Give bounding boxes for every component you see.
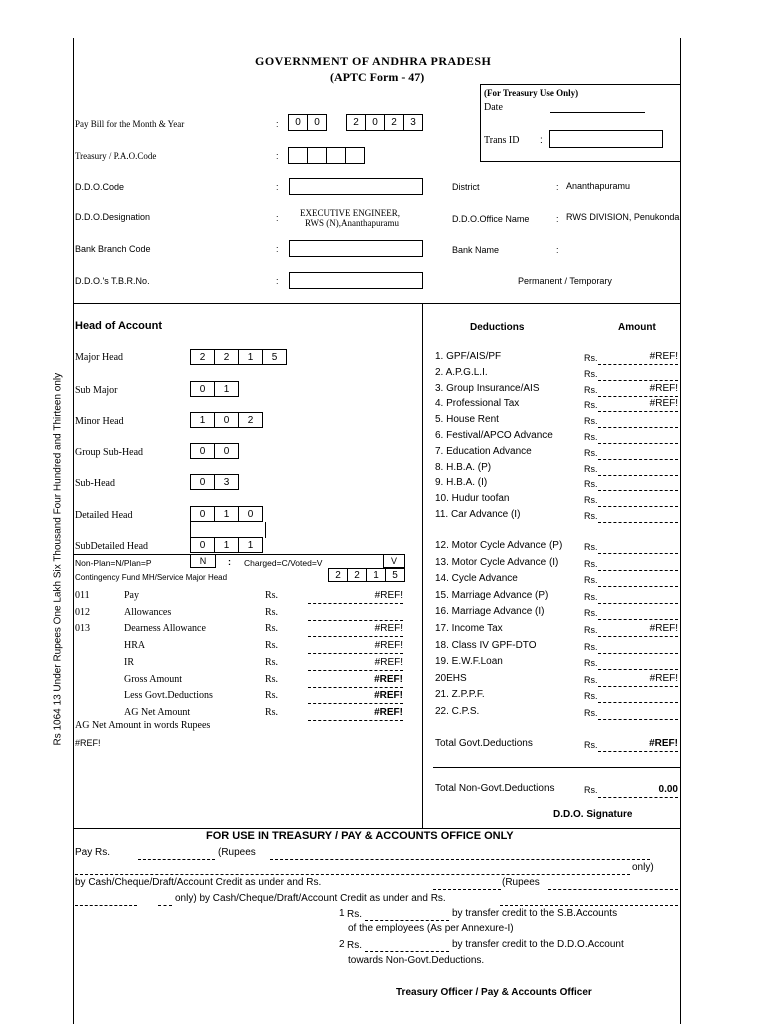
month-digits-digit[interactable]: 0 — [288, 114, 308, 131]
subdetailed-head-digit[interactable]: 0 — [190, 537, 215, 553]
pay-item-line[interactable] — [308, 620, 403, 621]
month-digits-digit[interactable]: 0 — [307, 114, 327, 131]
deduction-label: 22. C.P.S. — [435, 706, 480, 717]
treasury-office-title: FOR USE IN TREASURY / PAY & ACCOUNTS OFFICE ONLY — [206, 830, 514, 842]
deduction-rs: Rs. — [584, 368, 598, 379]
charged-label: Charged=C/Voted=V — [244, 558, 323, 568]
deduction-label: 13. Motor Cycle Advance (I) — [435, 556, 559, 568]
rupees-words-line-2 — [75, 874, 630, 875]
major-head-digit[interactable]: 2 — [190, 349, 215, 365]
treasury-digits-digit[interactable] — [326, 147, 346, 164]
group-sub-head-label: Group Sub-Head — [75, 447, 144, 458]
ddo-designation-label: D.D.O.Designation — [75, 212, 151, 222]
item1-text: by transfer credit to the S.B.Accounts — [452, 908, 618, 919]
treasury-digits-digit[interactable] — [307, 147, 327, 164]
deduction-line[interactable] — [598, 653, 678, 654]
ddo-code-colon: : — [276, 182, 279, 192]
item2-num: 2 — [339, 939, 345, 950]
total-non-govt-label: Total Non-Govt.Deductions — [435, 783, 555, 794]
deduction-rs: Rs. — [584, 353, 598, 363]
bank-name-colon: : — [556, 245, 559, 255]
rupees-open-2: (Rupees — [502, 877, 540, 888]
sub-head-digits[interactable] — [190, 474, 239, 490]
total-divider — [433, 767, 680, 768]
treasury-code-colon: : — [276, 151, 279, 161]
total-non-govt-value: 0.00 — [658, 784, 678, 795]
pay-item-label: HRA — [124, 640, 146, 652]
treasury-officer-signature: Treasury Officer / Pay & Accounts Officer — [396, 987, 592, 998]
detailed-head-digit[interactable]: 1 — [214, 506, 239, 522]
total-non-govt-line — [598, 797, 678, 798]
contingency-digit[interactable]: 2 — [328, 568, 348, 582]
deduction-label: 12. Motor Cycle Advance (P) — [435, 540, 563, 551]
pay-item-code: 011 — [75, 590, 90, 601]
rupees-words-field-2[interactable] — [548, 889, 678, 890]
date-label: Date — [484, 102, 503, 113]
deduction-label: 2. A.P.G.L.I. — [435, 366, 488, 378]
pay-item-rs: Rs. — [265, 706, 279, 718]
pay-item-code: 013 — [75, 623, 90, 635]
treasury-digits-digit[interactable] — [345, 147, 365, 164]
deduction-label: 3. Group Insurance/AIS — [435, 382, 540, 394]
sub-head-digit[interactable]: 0 — [190, 474, 215, 490]
deduction-rs: Rs. — [584, 479, 598, 490]
by-cash-amount-field[interactable] — [433, 889, 501, 890]
deduction-label: 1. GPF/AIS/PF — [435, 351, 502, 362]
detailed-head-digits[interactable] — [190, 506, 263, 522]
divider-header — [73, 303, 681, 304]
contingency-digit[interactable]: 5 — [385, 568, 405, 582]
district-label: District — [452, 182, 480, 192]
total-govt-value: #REF! — [649, 738, 678, 749]
item2-text2: towards Non-Govt.Deductions. — [348, 955, 485, 966]
year-digits-digit[interactable]: 2 — [346, 114, 366, 131]
rupees-words-line-3a — [75, 905, 137, 906]
divider-treasury — [73, 828, 681, 829]
subdetailed-head-digit[interactable]: 1 — [214, 537, 239, 553]
divider-plan — [73, 554, 405, 555]
page-title: GOVERNMENT OF ANDHRA PRADESH — [255, 54, 492, 68]
deduction-rs: Rs. — [584, 432, 598, 442]
bank-branch-colon: : — [276, 244, 279, 254]
deduction-line[interactable] — [598, 380, 678, 381]
year-digits[interactable] — [346, 114, 423, 131]
deduction-label: 17. Income Tax — [435, 623, 503, 634]
pay-item-value: #REF! — [374, 690, 403, 702]
deduction-value: #REF! — [649, 672, 678, 684]
pay-item-line[interactable] — [308, 687, 403, 688]
contingency-digit[interactable]: 2 — [347, 568, 367, 582]
deduction-value: #REF! — [649, 351, 678, 362]
office-name-label: D.D.O.Office Name — [452, 214, 530, 224]
item1-rs: Rs. — [347, 909, 362, 920]
deduction-label: 20EHS — [435, 672, 467, 684]
deduction-line[interactable] — [598, 586, 678, 587]
deduction-line[interactable] — [598, 719, 678, 720]
pay-item-value: #REF! — [374, 656, 403, 668]
ddo-code-field[interactable] — [289, 178, 423, 195]
deduction-line[interactable] — [598, 702, 678, 703]
pay-item-code: 012 — [75, 606, 90, 618]
year-digits-digit[interactable]: 0 — [365, 114, 385, 131]
deduction-rs: Rs. — [584, 641, 598, 652]
deduction-line[interactable] — [598, 603, 678, 604]
pay-item-value: #REF! — [374, 673, 403, 685]
deduction-label: 11. Car Advance (I) — [435, 509, 521, 520]
district-colon: : — [556, 182, 559, 192]
major-head-digit[interactable]: 1 — [238, 349, 263, 365]
deduction-rs: Rs. — [584, 658, 598, 669]
pay-bill-colon: : — [276, 119, 279, 129]
deduction-label: 5. House Rent — [435, 414, 499, 426]
deduction-rs: Rs. — [584, 384, 598, 395]
deduction-label: 6. Festival/APCO Advance — [435, 430, 553, 441]
frame-left-border — [73, 38, 74, 1024]
by-cash-1: by Cash/Cheque/Draft/Account Credit as under and Rs. — [75, 877, 322, 888]
subdetailed-head-label: SubDetailed Head — [75, 541, 149, 552]
treasury-code-digits[interactable] — [288, 147, 365, 164]
trans-id-field[interactable] — [549, 130, 663, 148]
item1-num: 1 — [339, 908, 345, 919]
major-head-digit[interactable]: 2 — [214, 349, 239, 365]
deduction-rs: Rs. — [584, 691, 598, 702]
deduction-rs: Rs. — [584, 511, 598, 521]
deduction-rs: Rs. — [584, 542, 598, 552]
deduction-rs: Rs. — [584, 416, 598, 427]
trans-id-label: Trans ID — [484, 135, 520, 146]
item2-amount-field[interactable] — [365, 951, 449, 952]
item2-text: by transfer credit to the D.D.O.Account — [452, 939, 624, 950]
deductions-title: Deductions — [470, 322, 525, 333]
deduction-rs: Rs. — [584, 591, 598, 602]
detailed-head-digit[interactable]: 0 — [238, 506, 263, 522]
plan-colon: : — [228, 557, 231, 567]
pay-bill-label: Pay Bill for the Month & Year — [75, 119, 185, 129]
deduction-line[interactable] — [598, 396, 678, 397]
year-digits-digit[interactable]: 2 — [384, 114, 404, 131]
deduction-line[interactable] — [598, 570, 678, 571]
contingency-digit[interactable]: 1 — [366, 568, 386, 582]
item1-amount-field[interactable] — [365, 920, 449, 921]
deduction-line[interactable] — [598, 506, 678, 507]
ddo-designation-value-1: EXECUTIVE ENGINEER, — [300, 208, 400, 218]
deduction-label: 14. Cycle Advance — [435, 573, 518, 585]
pay-rs-label: Pay Rs. — [75, 847, 111, 858]
bank-name-label: Bank Name — [452, 245, 500, 255]
total-non-govt-rs: Rs. — [584, 785, 598, 795]
plan-label: Non-Plan=N/Plan=P — [75, 558, 152, 568]
pay-item-value: #REF! — [374, 590, 403, 601]
tbr-label: D.D.O.'s T.B.R.No. — [75, 276, 150, 286]
pay-item-value: #REF! — [374, 706, 403, 718]
item1-text2: of the employees (As per Annexure-I) — [348, 923, 514, 934]
deduction-label: 21. Z.P.P.F. — [435, 689, 485, 701]
sub-head-digit[interactable]: 3 — [214, 474, 239, 490]
pay-item-line[interactable] — [308, 720, 403, 721]
pay-item-line[interactable] — [308, 603, 403, 604]
detailed-head-label: Detailed Head — [75, 510, 133, 521]
total-govt-label: Total Govt.Deductions — [435, 738, 533, 749]
by-cash-2: only) by Cash/Cheque/Draft/Account Credit as under and Rs. — [175, 893, 446, 904]
major-head-digit[interactable]: 5 — [262, 349, 287, 365]
district-value: Ananthapuramu — [566, 181, 631, 191]
total-govt-line — [598, 751, 678, 752]
head-of-account-title: Head of Account — [75, 320, 162, 332]
net-words-label: AG Net Amount in words Rupees — [75, 720, 211, 731]
deduction-rs: Rs. — [584, 463, 598, 474]
deduction-label: 16. Marriage Advance (I) — [435, 606, 545, 618]
deduction-line[interactable] — [598, 686, 678, 687]
office-name-value: RWS DIVISION, Penukonda — [566, 212, 680, 222]
deduction-line[interactable] — [598, 443, 678, 444]
deduction-rs: Rs. — [584, 558, 598, 569]
side-amount-text: Rs 1064 13 Under Rupees One Lakh Six Thousand Four Hundred and Thirteen only — [52, 372, 64, 746]
charged-value[interactable]: V — [383, 554, 405, 568]
pay-item-rs: Rs. — [265, 673, 279, 685]
treasury-code-label: Treasury / P.A.O.Code — [75, 151, 157, 161]
subdetailed-head-digit[interactable]: 1 — [238, 537, 263, 553]
pay-item-rs: Rs. — [265, 690, 279, 702]
bank-branch-field[interactable] — [289, 240, 423, 257]
deduction-label: 7. Education Advance — [435, 445, 532, 457]
pay-item-label: Dearness Allowance — [124, 623, 206, 635]
deduction-line[interactable] — [598, 669, 678, 670]
minor-head-digit[interactable]: 0 — [214, 412, 239, 428]
deduction-line[interactable] — [598, 411, 678, 412]
major-head-label: Major Head — [75, 352, 124, 363]
rupees-words-field-1[interactable] — [270, 859, 650, 860]
rupees-words-line-3b — [158, 905, 172, 906]
frame-right-border — [680, 38, 681, 1024]
pay-item-line[interactable] — [308, 703, 403, 704]
pay-item-label: Pay — [124, 590, 139, 601]
pay-item-value: #REF! — [374, 623, 403, 635]
minor-head-digit[interactable]: 1 — [190, 412, 215, 428]
ddo-signature: D.D.O. Signature — [553, 809, 633, 820]
pay-item-rs: Rs. — [265, 656, 279, 668]
deduction-label: 4. Professional Tax — [435, 398, 520, 410]
divider-vertical — [422, 303, 423, 828]
plan-value[interactable]: N — [190, 554, 216, 568]
treasury-digits-digit[interactable] — [288, 147, 308, 164]
deduction-rs: Rs. — [584, 400, 598, 411]
ddo-designation-value-2: RWS (N),Ananthapuramu — [305, 218, 399, 228]
ddo-code-label: D.D.O.Code — [75, 182, 125, 192]
pay-item-label: Allowances — [124, 606, 172, 618]
pay-item-line[interactable] — [308, 670, 403, 671]
bank-branch-label: Bank Branch Code — [75, 244, 151, 254]
only-close-1: only) — [632, 862, 654, 873]
permanent-temporary: Permanent / Temporary — [518, 276, 612, 286]
major-head-digits[interactable] — [190, 349, 287, 365]
deduction-value: #REF! — [649, 623, 678, 634]
deduction-line[interactable] — [598, 364, 678, 365]
pay-item-rs: Rs. — [265, 606, 279, 618]
minor-head-digits[interactable] — [190, 412, 263, 428]
amount-title: Amount — [618, 322, 656, 333]
deduction-label: 8. H.B.A. (P) — [435, 461, 492, 473]
deduction-rs: Rs. — [584, 447, 598, 458]
tbr-field[interactable] — [289, 272, 423, 289]
tbr-colon: : — [276, 276, 279, 286]
sub-major-digit[interactable]: 0 — [190, 381, 215, 397]
deduction-rs: Rs. — [584, 625, 598, 635]
pay-item-label: AG Net Amount — [124, 706, 191, 718]
deduction-line[interactable] — [598, 459, 678, 460]
sub-major-digit[interactable]: 1 — [214, 381, 239, 397]
pay-item-line[interactable] — [308, 653, 403, 654]
minor-head-digit[interactable]: 2 — [238, 412, 263, 428]
deduction-line[interactable] — [598, 636, 678, 637]
deduction-rs: Rs. — [584, 608, 598, 619]
pay-item-rs: Rs. — [265, 590, 279, 601]
sub-head-label: Sub-Head — [75, 478, 115, 489]
subdetailed-head-digits[interactable] — [190, 537, 263, 553]
ddo-designation-colon: : — [276, 213, 279, 223]
sub-major-label: Sub Major — [75, 385, 118, 396]
deduction-line[interactable] — [598, 553, 678, 554]
net-words-value: #REF! — [75, 738, 101, 748]
office-name-colon: : — [556, 214, 559, 224]
by-cash-2-field[interactable] — [500, 905, 678, 906]
deduction-line[interactable] — [598, 490, 678, 491]
contingency-label: Contingency Fund MH/Service Major Head — [75, 573, 228, 582]
pay-item-rs: Rs. — [265, 640, 279, 652]
trans-id-colon: : — [540, 135, 543, 146]
pay-item-label: Less Govt.Deductions — [124, 690, 213, 702]
date-field[interactable] — [550, 112, 645, 113]
month-digits[interactable] — [288, 114, 327, 131]
deduction-line[interactable] — [598, 427, 678, 428]
deduction-label: 10. Hudur toofan — [435, 493, 510, 505]
deduction-label: 15. Marriage Advance (P) — [435, 589, 549, 601]
page-subtitle: (APTC Form - 47) — [330, 70, 425, 84]
sub-major-digits[interactable] — [190, 381, 239, 397]
contingency-digits[interactable] — [328, 568, 405, 582]
treasury-use-label: (For Treasury Use Only) — [484, 88, 579, 98]
pay-item-label: Gross Amount — [124, 673, 183, 685]
deduction-label: 18. Class IV GPF-DTO — [435, 639, 537, 651]
deduction-rs: Rs. — [584, 708, 598, 718]
group-sub-head-digit[interactable]: 0 — [190, 443, 215, 459]
rupees-open-1: (Rupees — [218, 847, 256, 858]
total-govt-rs: Rs. — [584, 740, 598, 750]
pay-rs-field[interactable] — [138, 859, 215, 860]
deduction-label: 9. H.B.A. (I) — [435, 477, 488, 489]
pay-item-line[interactable] — [308, 636, 403, 637]
deduction-line[interactable] — [598, 619, 678, 620]
deduction-rs: Rs. — [584, 575, 598, 586]
detailed-head-digit[interactable]: 0 — [190, 506, 215, 522]
detailed-connector-left — [190, 522, 191, 538]
pay-item-value: #REF! — [374, 640, 403, 652]
group-sub-head-digits[interactable] — [190, 443, 239, 459]
group-sub-head-digit[interactable]: 0 — [214, 443, 239, 459]
item2-rs: Rs. — [347, 940, 362, 951]
year-digits-digit[interactable]: 3 — [403, 114, 423, 131]
pay-item-label: IR — [124, 656, 134, 668]
deduction-value: #REF! — [649, 398, 678, 410]
detailed-connector-right — [265, 522, 266, 538]
minor-head-label: Minor Head — [75, 416, 124, 427]
deduction-value: #REF! — [649, 382, 678, 394]
pay-item-rs: Rs. — [265, 623, 279, 635]
deduction-line[interactable] — [598, 522, 678, 523]
deduction-rs: Rs. — [584, 674, 598, 685]
deduction-label: 19. E.W.F.Loan — [435, 656, 503, 668]
deduction-line[interactable] — [598, 475, 678, 476]
deduction-rs: Rs. — [584, 495, 598, 506]
